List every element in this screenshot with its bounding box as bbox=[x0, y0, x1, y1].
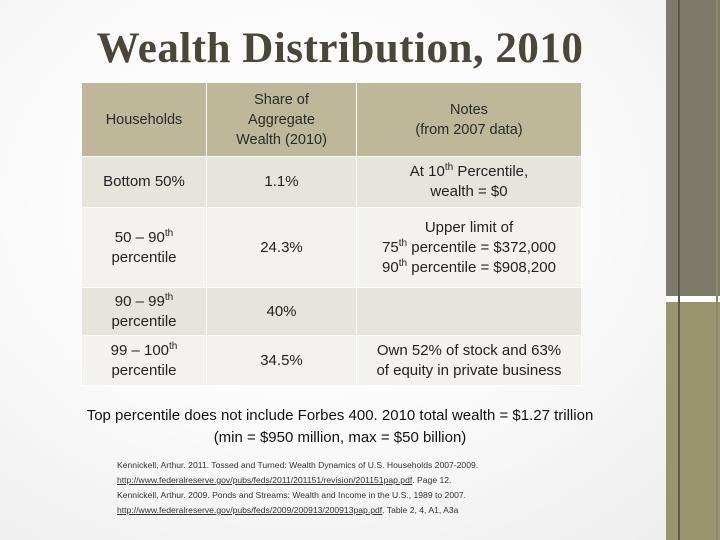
row-note: Own 52% of stock and 63% of equity in private business bbox=[357, 336, 582, 386]
decorative-side-bar-top bbox=[666, 0, 720, 296]
citation-line: http://www.federalreserve.gov/pubs/feds/2011/201151/revision/201151pap.pdf. Page 12. bbox=[117, 475, 452, 485]
table-row bbox=[82, 288, 582, 336]
row-share: 24.3% bbox=[207, 208, 357, 288]
header-households: Households bbox=[82, 83, 207, 157]
decorative-side-bar-bottom bbox=[666, 302, 720, 540]
decorative-side-line bbox=[678, 0, 680, 540]
row-note bbox=[357, 288, 582, 336]
row-share: 34.5% bbox=[207, 336, 357, 386]
citation-line: http://www.federalreserve.gov/pubs/feds/2009/200913/200913pap.pdf. Table 2, 4, A1, A3a bbox=[117, 505, 459, 515]
citation-link-2011[interactable]: http://www.federalreserve.gov/pubs/feds/2011/201151/revision/201151pap.pdf bbox=[117, 475, 413, 485]
row-group: 90 – 99th percentile bbox=[82, 288, 207, 336]
row-group: Bottom 50% bbox=[82, 157, 207, 208]
row-group: 50 – 90th percentile bbox=[82, 208, 207, 288]
citation-link-2009[interactable]: http://www.federalreserve.gov/pubs/feds/2009/200913/200913pap.pdf bbox=[117, 505, 383, 515]
table-row bbox=[82, 208, 582, 288]
row-share: 1.1% bbox=[207, 157, 357, 208]
table-header-row bbox=[82, 83, 582, 157]
citation-line: Kennickell, Arthur. 2009. Ponds and Streams: Wealth and Income in the U.S., 1989 to 2007. bbox=[117, 490, 467, 500]
row-note: Upper limit of 75th percentile = $372,000 90th percentile = $908,200 bbox=[357, 208, 582, 288]
row-group: 99 – 100th percentile bbox=[82, 336, 207, 386]
wealth-distribution-table bbox=[81, 82, 582, 386]
header-notes: Notes (from 2007 data) bbox=[357, 83, 582, 157]
summary-text: Top percentile does not include Forbes 400. 2010 total wealth = $1.27 trillion (min = $950 million, max = $50 billion) bbox=[86, 407, 594, 446]
citation-line: Kennickell, Arthur. 2011. Tossed and Turned: Wealth Dynamics of U.S. Households 2007-2009. bbox=[117, 460, 479, 470]
decorative-side-line-right bbox=[716, 0, 718, 540]
row-note: At 10th Percentile, wealth = $0 bbox=[357, 157, 582, 208]
table-row bbox=[82, 336, 582, 386]
table-row bbox=[82, 157, 582, 208]
header-share: Share of Aggregate Wealth (2010) bbox=[207, 83, 357, 157]
citations bbox=[117, 458, 647, 518]
slide-title: Wealth Distribution, 2010 bbox=[96, 25, 584, 72]
row-share: 40% bbox=[207, 288, 357, 336]
